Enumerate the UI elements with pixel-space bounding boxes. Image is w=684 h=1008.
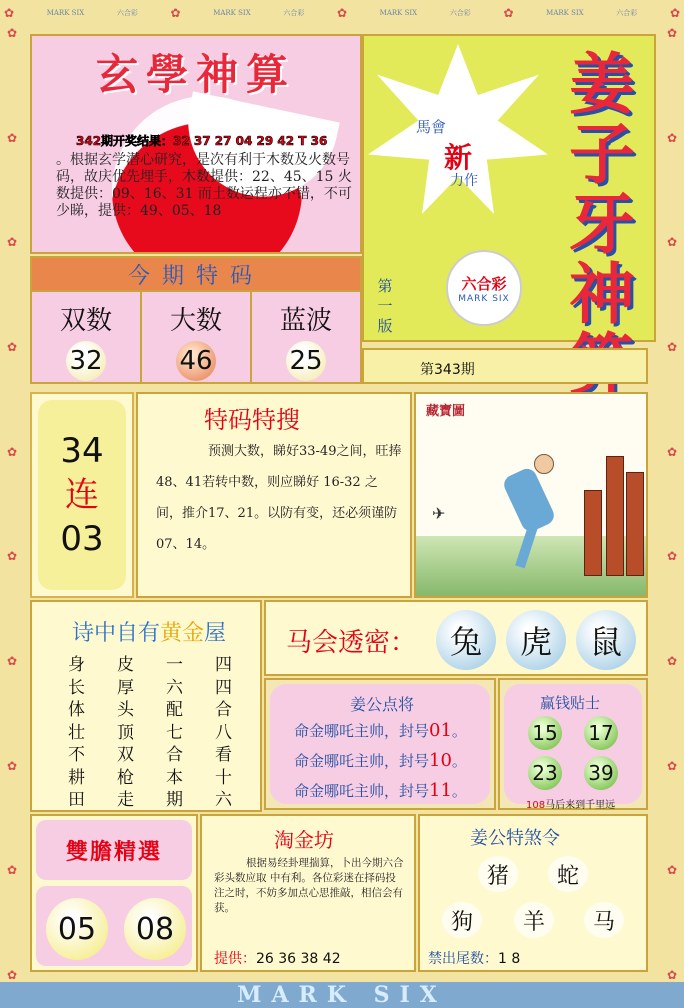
tou-panel bbox=[264, 600, 648, 676]
frame-logo-text: 六合彩 bbox=[449, 9, 471, 17]
tema-cells bbox=[32, 292, 360, 382]
edition-char: 第 bbox=[377, 277, 393, 295]
issue-bar bbox=[362, 348, 648, 384]
bird-icon: ✈ bbox=[432, 504, 446, 523]
flower-icon: ✿ bbox=[666, 130, 678, 145]
tao-body: 根据易经卦理揣算，卜出今期六合彩头数应取 中有利。各位彩迷在择码投注之时，不妨多加点心思推敲，相信会有获。 bbox=[214, 857, 404, 914]
dian-line-text: 命金哪吒主帅，封号 bbox=[294, 752, 430, 770]
xuan-panel bbox=[30, 34, 362, 254]
flower-icon: ✿ bbox=[6, 235, 18, 250]
ying-note-text: 马后来到千里远 bbox=[545, 800, 616, 811]
poem-title-b: 黄金 bbox=[160, 621, 205, 646]
ying-panel bbox=[498, 678, 648, 810]
wooden-post bbox=[626, 472, 644, 576]
frame-logo-text: 六合彩 bbox=[616, 9, 638, 17]
flower-icon: ✿ bbox=[666, 758, 678, 773]
poem-char: 田 bbox=[68, 790, 85, 810]
flower-icon: ✿ bbox=[6, 967, 18, 982]
dian-line-end: 。 bbox=[451, 722, 467, 740]
jiang-title-char: 子 bbox=[569, 116, 635, 193]
poem-char: 四 bbox=[215, 677, 232, 698]
sha-foot-label: 禁出尾数： bbox=[428, 951, 498, 967]
poem-char: 体 bbox=[68, 700, 85, 720]
dian-line bbox=[294, 780, 467, 801]
flower-icon: ✿ bbox=[4, 6, 15, 20]
jiang-title-char: 神 bbox=[569, 256, 635, 333]
search-title: 特码特搜 bbox=[204, 406, 300, 434]
poem-char: 一 bbox=[166, 655, 183, 675]
frame-text: MARK SIX bbox=[379, 9, 418, 17]
frame-left-strip bbox=[0, 26, 24, 982]
dian-line bbox=[294, 750, 467, 771]
flower-icon: ✿ bbox=[666, 549, 678, 564]
tip-ball: 23 bbox=[528, 756, 562, 790]
flower-icon: ✿ bbox=[503, 6, 514, 20]
search-panel bbox=[136, 392, 412, 598]
edition-char: 一 bbox=[377, 297, 393, 315]
tip-ball: 17 bbox=[584, 716, 618, 750]
flower-icon: ✿ bbox=[666, 235, 678, 250]
flower-icon: ✿ bbox=[666, 967, 678, 982]
flower-icon: ✿ bbox=[6, 653, 18, 668]
frame-text: MARK SIX bbox=[213, 9, 251, 17]
lian-bottom: 03 bbox=[60, 519, 104, 559]
search-body: 预测大数，睇好33-49之间，旺捧48、41若转中数，则应睇好 16-32 之间，推介17、21。以防有变，还必须谨防07、14。 bbox=[156, 444, 402, 552]
dian-box bbox=[270, 684, 490, 804]
shuang-panel bbox=[30, 814, 198, 972]
flower-icon: ✿ bbox=[666, 339, 678, 354]
poem-char: 六 bbox=[215, 790, 232, 810]
tao-panel bbox=[200, 814, 416, 972]
flower-icon: ✿ bbox=[6, 339, 18, 354]
ying-title: 赢钱贴士 bbox=[540, 694, 601, 712]
tema-label: 双数 bbox=[59, 306, 112, 336]
zodiac-ball: 鼠 bbox=[576, 610, 636, 670]
poem-char: 合 bbox=[166, 745, 183, 765]
lian-box bbox=[38, 400, 126, 590]
sha-zodiac: 蛇 bbox=[548, 856, 588, 892]
frame-bottom-text: MARK SIX bbox=[237, 982, 447, 1008]
poem-char: 走 bbox=[117, 790, 134, 810]
dian-title: 姜公点将 bbox=[350, 695, 415, 714]
logo-main-text: 六合彩 bbox=[461, 274, 507, 293]
poem-char: 皮 bbox=[117, 655, 134, 675]
jiang-title-char: 牙 bbox=[569, 186, 635, 263]
poem-title-c: 屋 bbox=[204, 621, 227, 646]
sha-zodiac: 羊 bbox=[514, 902, 554, 938]
tao-foot-nums: 26 36 38 42 bbox=[256, 951, 341, 967]
ying-note bbox=[526, 796, 615, 811]
tema-cell-even bbox=[32, 292, 142, 382]
tip-ball: 15 bbox=[528, 716, 562, 750]
flower-icon: ✿ bbox=[6, 549, 18, 564]
flower-icon: ✿ bbox=[170, 6, 181, 20]
flower-icon: ✿ bbox=[669, 6, 680, 20]
poem-char: 长 bbox=[68, 677, 85, 698]
flower-icon: ✿ bbox=[6, 758, 18, 773]
poem-char: 十 bbox=[215, 767, 232, 788]
zodiac-ball: 兔 bbox=[436, 610, 496, 670]
issue-number: 第343期 bbox=[420, 362, 475, 378]
poem-char: 耕 bbox=[68, 767, 85, 788]
flower-icon: ✿ bbox=[6, 863, 18, 878]
tema-ball: 25 bbox=[286, 341, 326, 381]
dian-line-num: 11 bbox=[429, 780, 452, 801]
tema-panel bbox=[30, 256, 362, 384]
frame-right-strip bbox=[660, 26, 684, 982]
frame-logo-text: 六合彩 bbox=[116, 9, 138, 17]
pick-ball: 05 bbox=[46, 898, 108, 960]
tema-ball: 32 bbox=[66, 341, 106, 381]
figure-head bbox=[534, 454, 554, 474]
lian-mid: 连 bbox=[65, 475, 99, 515]
wooden-post bbox=[584, 490, 602, 576]
tao-title: 淘金坊 bbox=[274, 828, 334, 852]
tema-cell-blue bbox=[252, 292, 360, 382]
sha-title: 姜公特煞令 bbox=[470, 828, 560, 849]
edition-char: 版 bbox=[377, 317, 393, 335]
flower-icon: ✿ bbox=[666, 653, 678, 668]
poem-panel bbox=[30, 600, 262, 812]
flower-icon: ✿ bbox=[666, 444, 678, 459]
flower-icon: ✿ bbox=[6, 130, 18, 145]
dian-line-text: 命金哪吒主帅，封号 bbox=[294, 782, 430, 800]
flower-icon: ✿ bbox=[336, 6, 348, 20]
poem-char: 八 bbox=[215, 722, 232, 743]
poem-char: 六 bbox=[166, 677, 183, 698]
frame-logo-text: 六合彩 bbox=[283, 9, 305, 17]
poem-grid bbox=[52, 654, 248, 812]
poem-char: 头 bbox=[117, 700, 134, 720]
sha-foot-nums: 1 8 bbox=[498, 951, 521, 967]
tema-ball: 46 bbox=[176, 341, 216, 381]
mark-six-logo bbox=[446, 250, 522, 326]
shuang-title: 雙膽精選 bbox=[36, 820, 192, 880]
tao-foot bbox=[214, 948, 341, 968]
treasure-map-title: 藏寶圖 bbox=[426, 404, 466, 419]
lian-panel bbox=[30, 392, 134, 598]
logo-sub-text: MARK SIX bbox=[458, 293, 510, 304]
poem-char: 壮 bbox=[68, 722, 85, 743]
poem-char: 双 bbox=[117, 745, 134, 765]
poem-char: 身 bbox=[68, 655, 85, 675]
sha-zodiac: 马 bbox=[584, 902, 624, 938]
star-text-2: 新 bbox=[444, 141, 473, 174]
frame-top-strip bbox=[0, 0, 684, 26]
jiang-title-char: 姜 bbox=[569, 46, 635, 123]
sha-zodiac: 猪 bbox=[478, 856, 518, 892]
flower-icon: ✿ bbox=[666, 863, 678, 878]
ying-note-red: 108 bbox=[526, 800, 546, 811]
dian-line-num: 01 bbox=[429, 720, 452, 741]
ying-box bbox=[504, 684, 642, 811]
poem-char: 合 bbox=[215, 700, 232, 720]
tao-foot-label: 提供： bbox=[214, 951, 256, 967]
frame-text: MARK SIX bbox=[546, 9, 584, 17]
wooden-post bbox=[606, 456, 624, 576]
frame-bottom-strip bbox=[0, 982, 684, 1008]
tema-label: 大数 bbox=[169, 306, 222, 336]
shuang-body bbox=[36, 886, 192, 966]
dian-line-end: 。 bbox=[451, 752, 467, 770]
xuan-body: 。根据玄学潜心研究，是次有利于木数及火数号码，故庆优先埋手，木数提供：22、45、15 火数提供：09、16、31 而土数运程亦不错，不可少睇，提供：49、05、18 bbox=[56, 152, 352, 219]
frame-text: MARK SIX bbox=[46, 9, 85, 17]
tip-ball: 39 bbox=[584, 756, 618, 790]
dian-line bbox=[294, 720, 467, 741]
poem-char: 顶 bbox=[117, 722, 134, 743]
flower-icon: ✿ bbox=[6, 26, 18, 40]
poem-char: 厚 bbox=[117, 677, 134, 698]
star-text-3: 力作 bbox=[450, 173, 478, 189]
poem-char: 枪 bbox=[117, 767, 134, 788]
pick-ball: 08 bbox=[124, 898, 186, 960]
sha-panel bbox=[418, 814, 648, 972]
poem-char: 四 bbox=[215, 655, 232, 675]
poem-char: 七 bbox=[166, 722, 183, 743]
flower-icon: ✿ bbox=[6, 444, 18, 459]
jiang-panel bbox=[362, 34, 656, 342]
sha-foot bbox=[428, 948, 520, 968]
tema-label: 蓝波 bbox=[279, 306, 332, 336]
tou-label: 马会透密： bbox=[286, 628, 417, 658]
tema-header: 今期特码 bbox=[32, 258, 360, 292]
edition-label bbox=[372, 276, 398, 336]
poem-char: 配 bbox=[166, 700, 183, 720]
dian-line-num: 10 bbox=[429, 750, 452, 771]
flower-icon: ✿ bbox=[666, 26, 678, 40]
poem-title-a: 诗中自有 bbox=[72, 621, 161, 646]
poem-char: 期 bbox=[166, 790, 183, 810]
xuan-title: 玄學神算 bbox=[96, 50, 297, 99]
dian-line-end: 。 bbox=[451, 782, 467, 800]
last-result: 342期开奖结果：32 37 27 04 29 42 T 36 bbox=[76, 134, 328, 148]
zodiac-ball: 虎 bbox=[506, 610, 566, 670]
tema-cell-big bbox=[142, 292, 252, 382]
treasure-map-panel bbox=[414, 392, 648, 598]
dian-line-text: 命金哪吒主帅，封号 bbox=[294, 722, 430, 740]
star-text-1: 馬會 bbox=[416, 118, 447, 136]
poem-title bbox=[72, 616, 226, 647]
dian-panel bbox=[264, 678, 496, 810]
lian-top: 34 bbox=[60, 431, 104, 471]
poem-char: 不 bbox=[68, 745, 85, 765]
poem-char: 本 bbox=[166, 767, 183, 788]
poem-char: 看 bbox=[215, 745, 232, 765]
sha-zodiac: 狗 bbox=[442, 902, 482, 938]
